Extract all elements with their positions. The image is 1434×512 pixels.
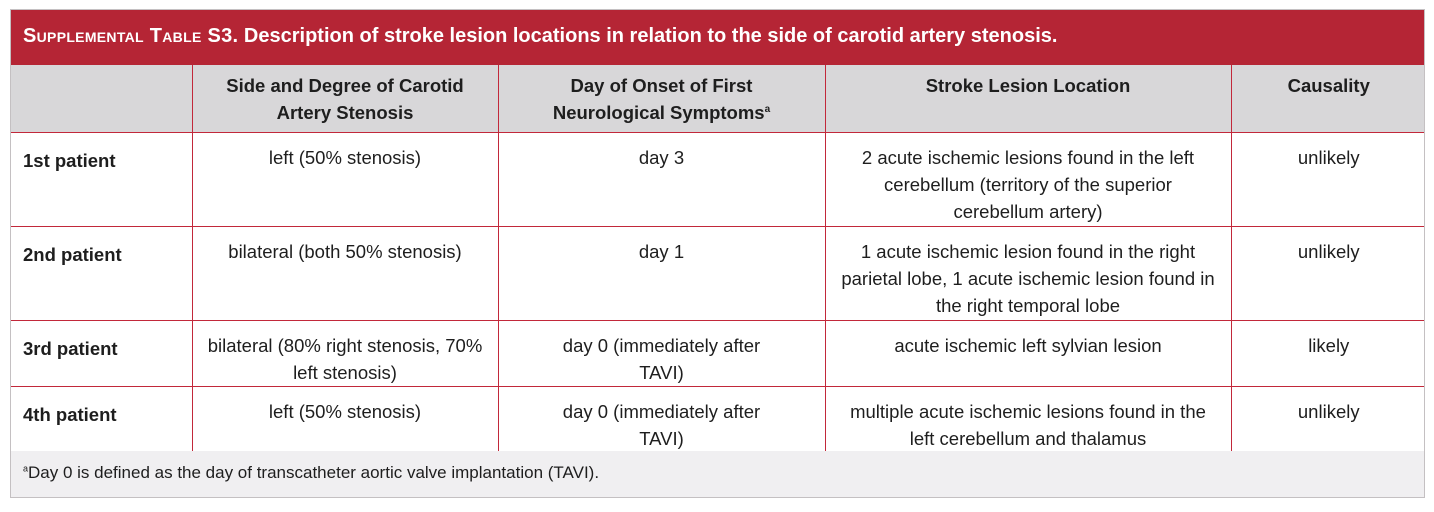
onset-cell [498,320,825,386]
patient-cell: 1st patient [11,132,192,226]
header-blank-cell [11,65,192,132]
footnote-marker: a [23,463,29,474]
header-onset-footnote-marker: a [764,103,771,115]
table-row [11,226,1425,320]
onset-cell [498,386,825,453]
table-title-label: Supplemental Table S3. [23,25,239,47]
causality-cell: likely [1231,320,1425,386]
causality-cell: unlikely [1231,386,1425,453]
table-title-text: Description of stroke lesion locations in relation to the side of carotid artery stenosis. [238,25,1058,47]
supplemental-table-panel [10,9,1425,498]
header-onset [498,65,825,132]
location-cell [825,386,1231,453]
header-causality [1231,65,1425,132]
header-causality-label: Causality [1287,75,1370,96]
causality-cell: unlikely [1231,226,1425,320]
onset-cell: day 1 [498,226,825,320]
header-onset-label: Day of Onset of First Neurological Symptoms [552,75,765,123]
stenosis-cell: left (50% stenosis) [192,132,498,226]
onset-text: day 0 (immediately after TAVI) [562,334,761,383]
location-cell [825,132,1231,226]
header-stenosis-label: Side and Degree of Carotid Artery Stenosis [226,75,464,123]
table-title [11,10,1424,65]
header-location [825,65,1231,132]
location-text: multiple acute ischemic lesions found in the left cerebellum and thalamus [850,400,1206,449]
onset-text: day 0 (immediately after TAVI) [562,400,761,449]
header-row [11,65,1425,132]
stenosis-cell [192,320,498,386]
table-row [11,132,1425,226]
header-stenosis [192,65,498,132]
header-location-label: Stroke Lesion Location [925,75,1131,96]
causality-cell: unlikely [1231,132,1425,226]
table-row [11,386,1425,453]
header-onset-wrap [537,72,787,126]
location-cell [825,226,1231,320]
data-table [11,65,1425,454]
patient-cell: 3rd patient [11,320,192,386]
patient-cell: 2nd patient [11,226,192,320]
footnote-text: Day 0 is defined as the day of transcatheter aortic valve implantation (TAVI). [28,463,600,482]
location-text: 1 acute ischemic lesion found in the right parietal lobe, 1 acute ischemic lesion found in the right temporal lobe [841,240,1215,316]
onset-cell: day 3 [498,132,825,226]
stenosis-cell: left (50% stenosis) [192,386,498,453]
table-footnote [11,451,1424,498]
patient-cell: 4th patient [11,386,192,453]
location-cell: acute ischemic left sylvian lesion [825,320,1231,386]
stenosis-cell: bilateral (both 50% stenosis) [192,226,498,320]
table-row [11,320,1425,386]
stenosis-text: bilateral (80% right stenosis, 70% left stenosis) [207,334,483,383]
location-text: 2 acute ischemic lesions found in the left cerebellum (territory of the superior cerebellum artery) [861,146,1195,222]
